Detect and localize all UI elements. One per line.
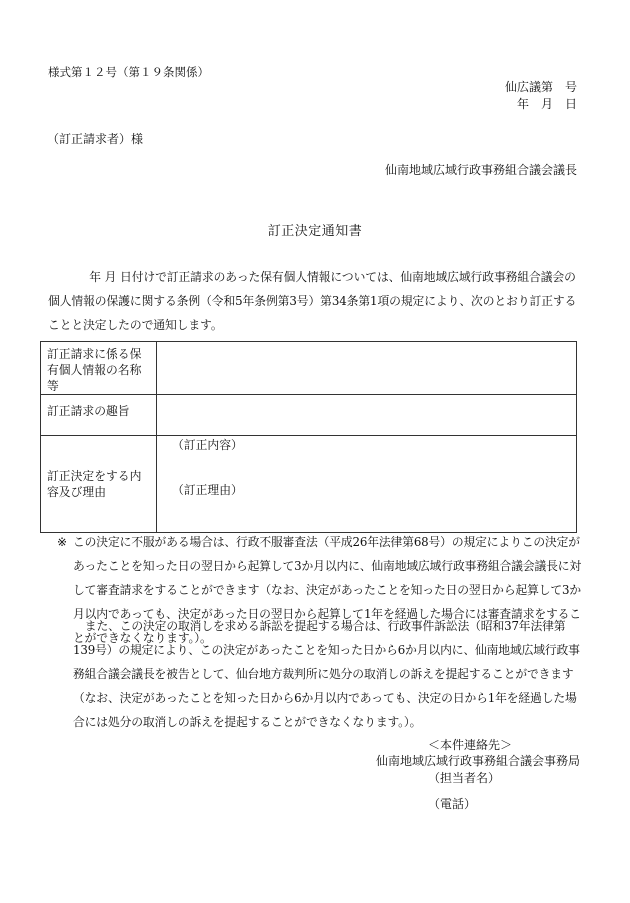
row-value-request-purpose xyxy=(157,395,577,436)
note-mark: ※ xyxy=(57,535,67,549)
document-number: 仙広議第 号 xyxy=(504,80,577,94)
table-row xyxy=(41,436,577,533)
document-title: 訂正決定通知書 xyxy=(267,224,363,239)
document-date: 年 月 日 xyxy=(516,97,577,111)
addressee: （訂正請求者）様 xyxy=(47,132,144,146)
correction-reason-label: （訂正理由） xyxy=(172,483,243,497)
correction-table xyxy=(40,341,577,533)
row-label-info-name: 訂正請求に係る保有個人情報の名称等 xyxy=(41,342,157,395)
note-lawsuit: また、この決定の取消しを求める訴訟を提起する場合は、行政事件訴訟法（昭和37年法律第139号）の規定により、この決定があったことを知った日から6か月以内に、仙南地域広域行政事務組合議会議長を被告として、仙台地方裁判所に処分の取消しの訴えを提起することができます（なお、決定があったことを知った日から6か月以内であっても、決定の日から1年を経過した場合には処分の取消しの訴えを提起することができなくなります。）。 xyxy=(73,619,580,729)
contact-person: （担当者名） xyxy=(428,771,501,785)
contact-phone: （電話） xyxy=(428,797,477,811)
contact-heading: ＜本件連絡先＞ xyxy=(428,738,513,752)
contact-organization: 仙南地域広域行政事務組合議会事務局 xyxy=(376,754,581,768)
table-row xyxy=(41,342,577,395)
correction-content-label: （訂正内容） xyxy=(172,438,243,452)
sender: 仙南地域広域行政事務組合議会議長 xyxy=(384,163,577,177)
row-value-info-name xyxy=(157,342,577,395)
row-label-decision: 訂正決定をする内容及び理由 xyxy=(41,436,157,533)
note-appeal: この決定に不服がある場合は、行政不服審査法（平成26年法律第68号）の規定によりこの決定があったことを知った日の翌日から起算して3か月以内に、仙南地域広域行政事務組合議会議長に対して審査請求をすることができます（なお、決定があったことを知った日の翌日から起算して3か月以内であっても、決定があった日の翌日から起算して1年を経過した場合には審査請求をすることができなくなります。）。 xyxy=(73,535,582,645)
body-paragraph: 年 月 日付けで訂正請求のあった保有個人情報については、仙南地域広域行政事務組合議会の個人情報の保護に関する条例（令和5年条例第3号）第34条第1項の規定により、次のとおり訂正することと決定したので通知します。 xyxy=(48,270,577,332)
table-row xyxy=(41,395,577,436)
form-number: 様式第１２号（第１９条関係） xyxy=(48,65,209,79)
row-label-request-purpose: 訂正請求の趣旨 xyxy=(41,395,157,436)
row-value-decision xyxy=(157,436,577,533)
